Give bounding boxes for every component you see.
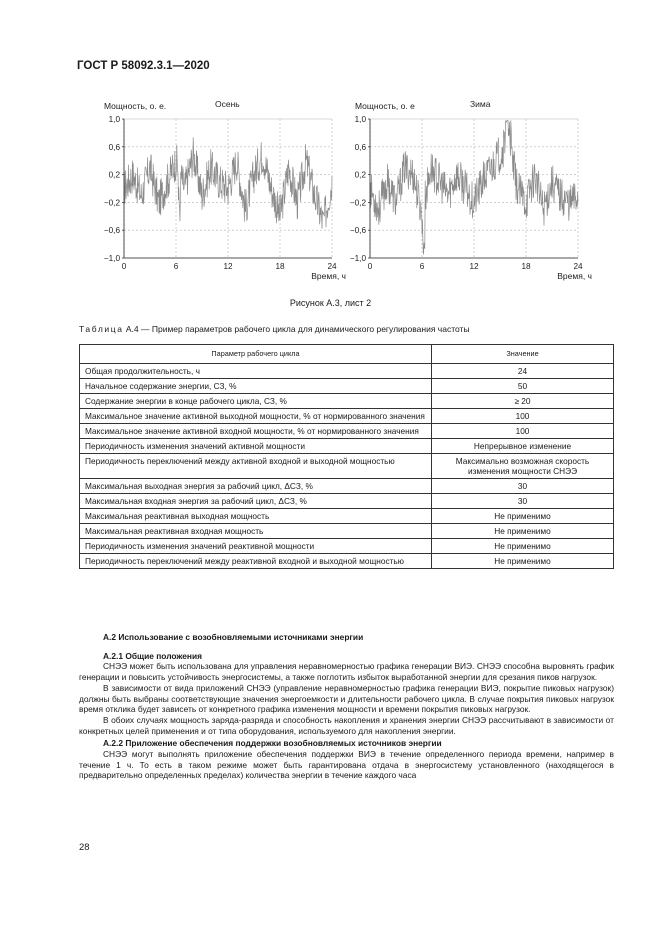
paragraph: СНЭЭ может быть использована для управления неравномерностью графика генерации ВИЭ. СНЭЭ способна выровнять график генерации и повысить устойчивость энергосистемы, а также поглотить избыток выработанной энергии для срезания пиков нагрузок. (79, 661, 614, 683)
y-tick-label: 0,2 (354, 170, 366, 180)
table-row (80, 424, 614, 439)
x-tick-label: 0 (121, 262, 127, 271)
column-header-parameter: Параметр рабочего цикла (80, 345, 432, 364)
value-cell: 50 (432, 379, 614, 394)
y-tick-label: −1,0 (103, 254, 120, 263)
value-cell: Не применимо (432, 509, 614, 524)
table-row (80, 494, 614, 509)
parameter-cell: Максимальное значение активной входной мощности, % от нормированного значения (80, 424, 432, 439)
y-tick-label: 1,0 (354, 115, 366, 124)
page-number: 28 (79, 842, 90, 853)
value-cell: Не применимо (432, 554, 614, 569)
section-heading-a2: А.2 Использование с возобновляемыми источниками энергии (103, 632, 364, 642)
parameter-cell: Общая продолжительность, ч (80, 364, 432, 379)
x-tick-label: 0 (367, 262, 373, 271)
parameter-cell: Максимальная реактивная выходная мощность (80, 509, 432, 524)
y-tick-label: −0,2 (349, 198, 366, 208)
parameter-cell: Максимальное значение активной выходной мощности, % от нормированного значения (80, 409, 432, 424)
y-axis-label: Мощность, о. е (355, 101, 415, 111)
value-cell: 100 (432, 409, 614, 424)
chart-winter-svg (330, 96, 600, 291)
chart-winter (330, 96, 600, 291)
value-cell: Непрерывное изменение (432, 439, 614, 454)
x-tick-label: 24 (573, 262, 583, 271)
y-tick-label: 0,2 (108, 170, 120, 180)
table-row (80, 394, 614, 409)
value-cell: 100 (432, 424, 614, 439)
value-cell: Не применимо (432, 539, 614, 554)
y-tick-label: 0,6 (108, 142, 120, 152)
table-row (80, 364, 614, 379)
chart-title: Зима (470, 99, 491, 109)
body-text (79, 632, 614, 781)
x-axis-label: Время, ч (557, 271, 592, 281)
paragraph: СНЭЭ могут выполнять приложение обеспечения поддержки ВИЭ в течение определенного периода времени, например в течение 1 ч. То есть в таком режиме может быть гарантирована отдача в энергосистему установленного (находящегося в предварительно определенных пределах) количества энергии в течение каждого часа (79, 749, 614, 781)
table-title-text: А.4 — Пример параметров рабочего цикла для динамического регулирования частоты (123, 324, 470, 334)
document-code: ГОСТ Р 58092.3.1—2020 (77, 60, 210, 72)
chart-autumn-svg (84, 96, 354, 291)
column-header-value: Значение (432, 345, 614, 364)
x-tick-label: 24 (327, 262, 337, 271)
parameter-cell: Содержание энергии в конце рабочего цикла, СЗ, % (80, 394, 432, 409)
x-tick-label: 12 (469, 262, 479, 271)
table-row (80, 454, 614, 479)
section-heading-a21: А.2.1 Общие положения (103, 650, 202, 661)
x-tick-label: 18 (521, 262, 531, 271)
value-cell: ≥ 20 (432, 394, 614, 409)
section-heading-a22: А.2.2 Приложение обеспечения поддержки возобновляемых источников энергии (103, 738, 442, 749)
paragraph: В зависимости от вида приложений СНЭЭ (управление неравномерностью графика генерации ВИЭ, покрытие пиковых нагрузок) должны быть выбраны соответствующие значения энергоемкости и длительности рабочего цикла. В случае покрытия пиковых нагрузок время отклика будет зависеть от конкретного графика изменения мощности и времени покрытия пиковых нагрузок. (79, 682, 614, 715)
parameter-cell: Периодичность изменения значений реактивной мощности (80, 539, 432, 554)
parameter-cell: Периодичность переключений между реактивной входной и выходной мощностью (80, 554, 432, 569)
value-cell: 30 (432, 479, 614, 494)
figure-caption: Рисунок А.3, лист 2 (289, 298, 372, 308)
x-tick-label: 12 (223, 262, 233, 271)
parameter-cell: Максимальная реактивная входная мощность (80, 524, 432, 539)
x-axis-label: Время, ч (311, 271, 346, 281)
y-tick-label: −0,6 (103, 226, 120, 236)
y-tick-label: −1,0 (349, 254, 366, 263)
value-cell: Максимально возможная скорость изменения мощности СНЭЭ (432, 454, 614, 479)
table-row (80, 524, 614, 539)
parameter-cell: Максимальная входная энергия за рабочий цикл, ΔСЗ, % (80, 494, 432, 509)
y-tick-label: −0,2 (103, 198, 120, 208)
parameter-cell: Начальное содержание энергии, СЗ, % (80, 379, 432, 394)
table-row (80, 509, 614, 524)
parameter-cell: Периодичность изменения значений активной мощности (80, 439, 432, 454)
table-title-prefix: Таблица (79, 324, 124, 334)
table-title (79, 324, 470, 334)
table-row (80, 479, 614, 494)
parameter-cell: Максимальная выходная энергия за рабочий цикл, ΔСЗ, % (80, 479, 432, 494)
value-cell: Не применимо (432, 524, 614, 539)
x-tick-label: 18 (275, 262, 285, 271)
chart-autumn (84, 96, 354, 291)
table-row (80, 539, 614, 554)
table-header-row (80, 345, 614, 364)
x-tick-label: 6 (419, 262, 425, 271)
table-row (80, 379, 614, 394)
x-tick-label: 6 (173, 262, 179, 271)
table-row (80, 439, 614, 454)
parameters-table (79, 344, 614, 569)
parameter-cell: Периодичность переключений между активной входной и выходной мощностью (80, 454, 432, 479)
value-cell: 24 (432, 364, 614, 379)
y-tick-label: 0,6 (354, 142, 366, 152)
y-axis-label: Мощность, о. е. (104, 101, 167, 111)
table-row (80, 554, 614, 569)
chart-title: Осень (215, 99, 240, 109)
y-tick-label: 1,0 (108, 115, 120, 124)
value-cell: 30 (432, 494, 614, 509)
y-tick-label: −0,6 (349, 226, 366, 236)
paragraph: В обоих случаях мощность заряда-разряда и способность накопления и хранения энергии СНЭЭ рассчитывают в зависимости от конкретных целей применения и от типа оборудования, используемого для накопления энергии. (79, 714, 614, 736)
table-row (80, 409, 614, 424)
